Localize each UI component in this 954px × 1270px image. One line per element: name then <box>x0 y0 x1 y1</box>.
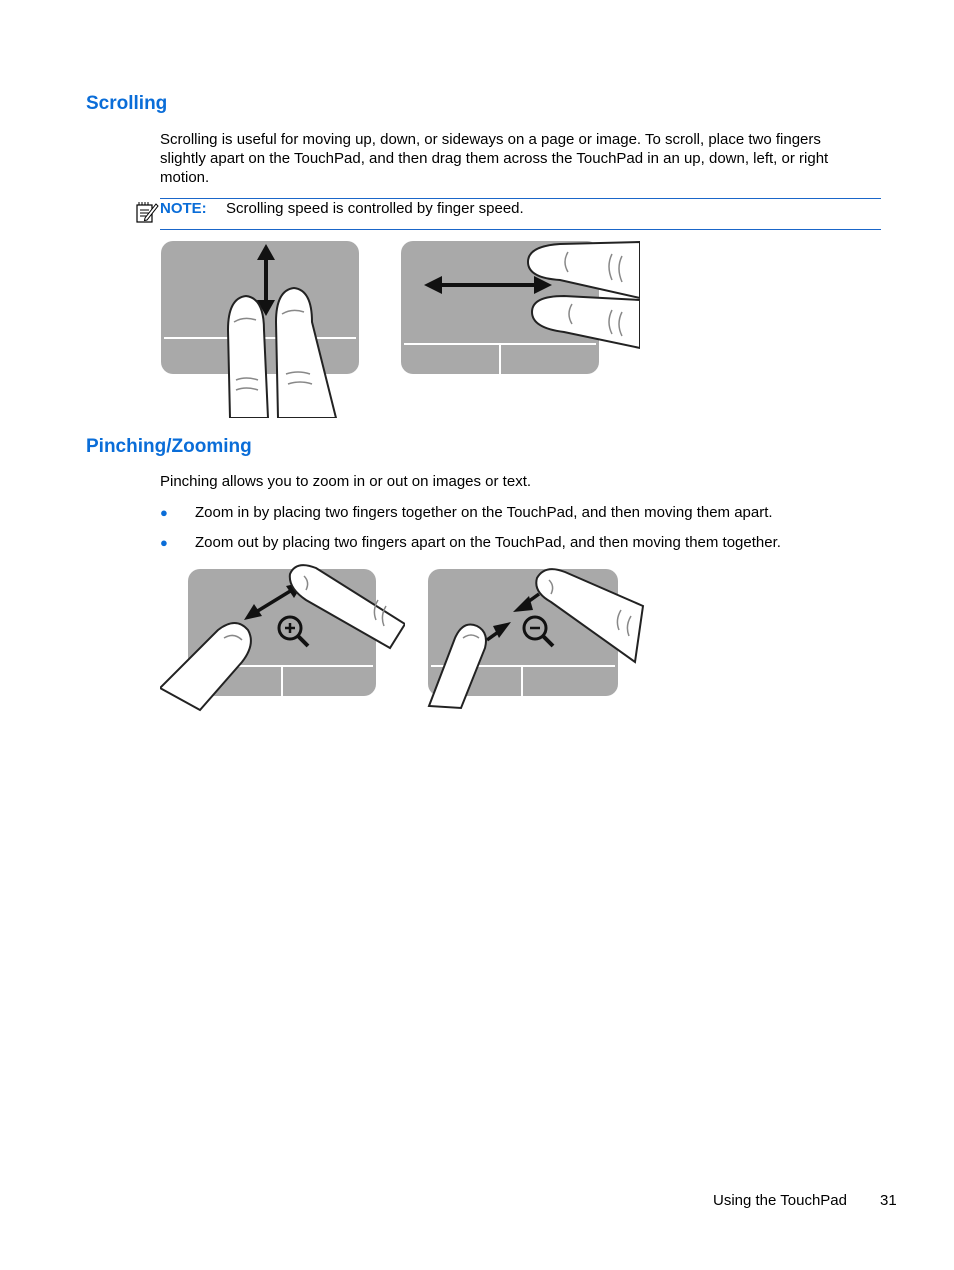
note-text: Scrolling speed is controlled by finger speed. <box>226 200 524 217</box>
touchpad-vertical-scroll-illustration <box>160 240 370 418</box>
touchpad-horizontal-scroll-illustration <box>400 240 640 378</box>
scrolling-para-line1: Scrolling is useful for moving up, down, or sideways on a page or image. To scroll, place two fingers <box>160 131 821 148</box>
scrolling-para-line2: slightly apart on the TouchPad, and then drag them across the TouchPad in an up, down, left, or right <box>160 150 829 167</box>
bullet-icon: ● <box>160 535 168 550</box>
note-icon <box>135 200 159 224</box>
note-label: NOTE: <box>160 200 207 217</box>
page-number: 31 <box>880 1192 897 1209</box>
touchpad-zoom-in-illustration <box>160 562 405 712</box>
bullet-text: Zoom in by placing two fingers together on the TouchPad, and then moving them apart. <box>195 504 773 521</box>
touchpad-zoom-out-illustration <box>425 562 645 712</box>
bullet-text: Zoom out by placing two fingers apart on the TouchPad, and then moving them together. <box>195 534 781 551</box>
scrolling-para-line3: motion. <box>160 169 210 186</box>
footer-section-title: Using the TouchPad <box>713 1192 847 1209</box>
heading-scrolling: Scrolling <box>86 93 168 114</box>
heading-pinching-zooming: Pinching/Zooming <box>86 436 252 457</box>
bullet-icon: ● <box>160 505 168 520</box>
pinching-intro: Pinching allows you to zoom in or out on images or text. <box>160 473 532 490</box>
note-box <box>160 198 881 230</box>
scrolling-paragraph <box>160 130 828 187</box>
